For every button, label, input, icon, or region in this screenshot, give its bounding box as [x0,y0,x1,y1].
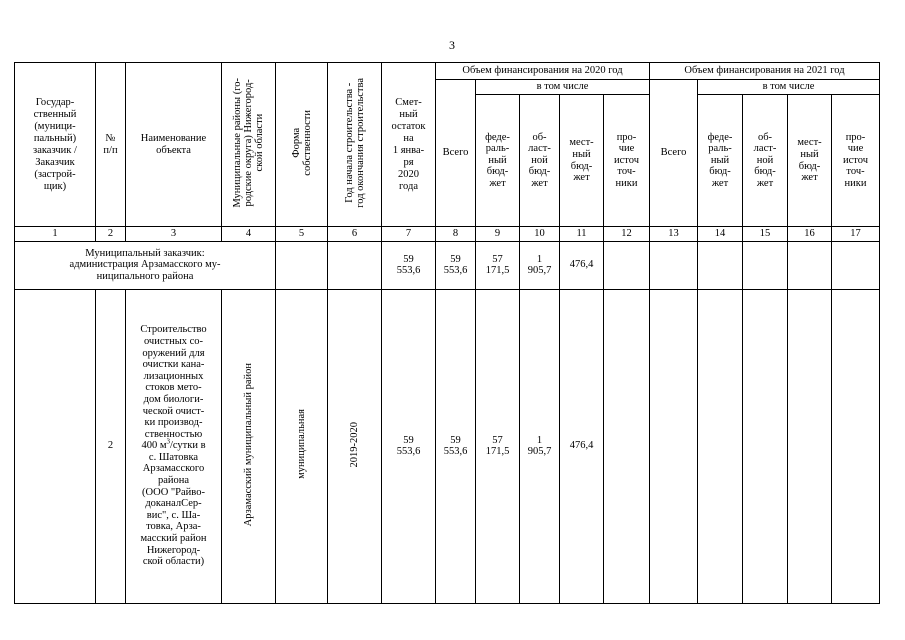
column-number: 6 [328,227,382,242]
header-other-2020: про- чие источ точ- ники [604,95,650,227]
object-estimate: 59 553,6 [382,289,436,603]
page-number: 3 [449,38,455,52]
header-total-2021: Всего [650,80,698,227]
object-local-2020: 476,4 [560,289,604,603]
empty-cell [276,241,328,289]
column-number: 2 [96,227,126,242]
empty-cell [698,289,743,603]
header-funding-2020: Объем финансирования на 2020 год [436,63,650,80]
header-num: № п/п [96,63,126,227]
column-number: 12 [604,227,650,242]
empty-cell [832,289,880,603]
header-regional-2020: об- ласт- ной бюд- жет [520,95,560,227]
column-number: 16 [788,227,832,242]
municipal-federal-2020: 57 171,5 [476,241,520,289]
header-districts: Муниципальные районы (го- родские округа) Нижегород- ской области [222,63,276,227]
header-local-2021: мест- ный бюд- жет [788,95,832,227]
municipal-regional-2020: 1 905,7 [520,241,560,289]
header-federal-2021: феде- раль- ный бюд- жет [698,95,743,227]
empty-cell [650,241,698,289]
header-federal-2020: феде- раль- ный бюд- жет [476,95,520,227]
header-customer: Государ- ственный (муници- пальный) заказчик / Заказчик (застрой- щик) [15,63,96,227]
column-numbers-row [15,227,880,242]
column-number: 11 [560,227,604,242]
municipal-customer-row [15,241,880,289]
header-regional-2021: об- ласт- ной бюд- жет [743,95,788,227]
empty-cell [328,241,382,289]
empty-cell [743,289,788,603]
empty-cell [698,241,743,289]
object-federal-2020: 57 171,5 [476,289,520,603]
object-row [15,289,880,603]
empty-cell [15,289,96,603]
column-number: 3 [126,227,222,242]
municipal-total-2020: 59 553,6 [436,241,476,289]
municipal-customer-label: Муниципальный заказчик: администрация Арзамасского му- ниципального района [15,241,276,289]
header-estimate-balance: Смет- ный остаток на 1 янва- ря 2020 года [382,63,436,227]
header-total-2020: Всего [436,80,476,227]
header-funding-2021: Объем финансирования на 2021 год [650,63,880,80]
empty-cell [604,289,650,603]
column-number: 1 [15,227,96,242]
empty-cell [832,241,880,289]
column-number: 15 [743,227,788,242]
column-number: 8 [436,227,476,242]
header-object-name: Наименование объекта [126,63,222,227]
column-number: 13 [650,227,698,242]
header-local-2020: мест- ный бюд- жет [560,95,604,227]
object-district: Арзамасский муниципальный район [222,289,276,603]
object-name: Строительство очистных со- оружений для очистки кана- лизационных стоков мето- дом биологи- ческой очист- ки производ- ственностью 400 $м^3$/сутки в с. Шатовка Арзамасского района (ООО "Райво- доканалСер- вис", с. Ша- товка, Арза- масский район Нижегород- ской области) [126,289,222,603]
column-number: 7 [382,227,436,242]
column-number: 5 [276,227,328,242]
object-years: 2019-2020 [328,289,382,603]
header-other-2021: про- чие источ точ- ники [832,95,880,227]
header-including-2021: в том числе [698,80,880,95]
column-number: 9 [476,227,520,242]
empty-cell [650,289,698,603]
object-regional-2020: 1 905,7 [520,289,560,603]
empty-cell [788,289,832,603]
funding-table [14,62,880,604]
empty-cell [788,241,832,289]
column-number: 10 [520,227,560,242]
empty-cell [604,241,650,289]
header-including-2020: в том числе [476,80,650,95]
object-num: 2 [96,289,126,603]
column-number: 14 [698,227,743,242]
object-ownership: муниципальная [276,289,328,603]
column-number: 4 [222,227,276,242]
municipal-estimate: 59 553,6 [382,241,436,289]
header-years: Год начала строительства - год окончания строительства [328,63,382,227]
object-total-2020: 59 553,6 [436,289,476,603]
column-number: 17 [832,227,880,242]
empty-cell [743,241,788,289]
header-ownership: Форма собственности [276,63,328,227]
municipal-local-2020: 476,4 [560,241,604,289]
